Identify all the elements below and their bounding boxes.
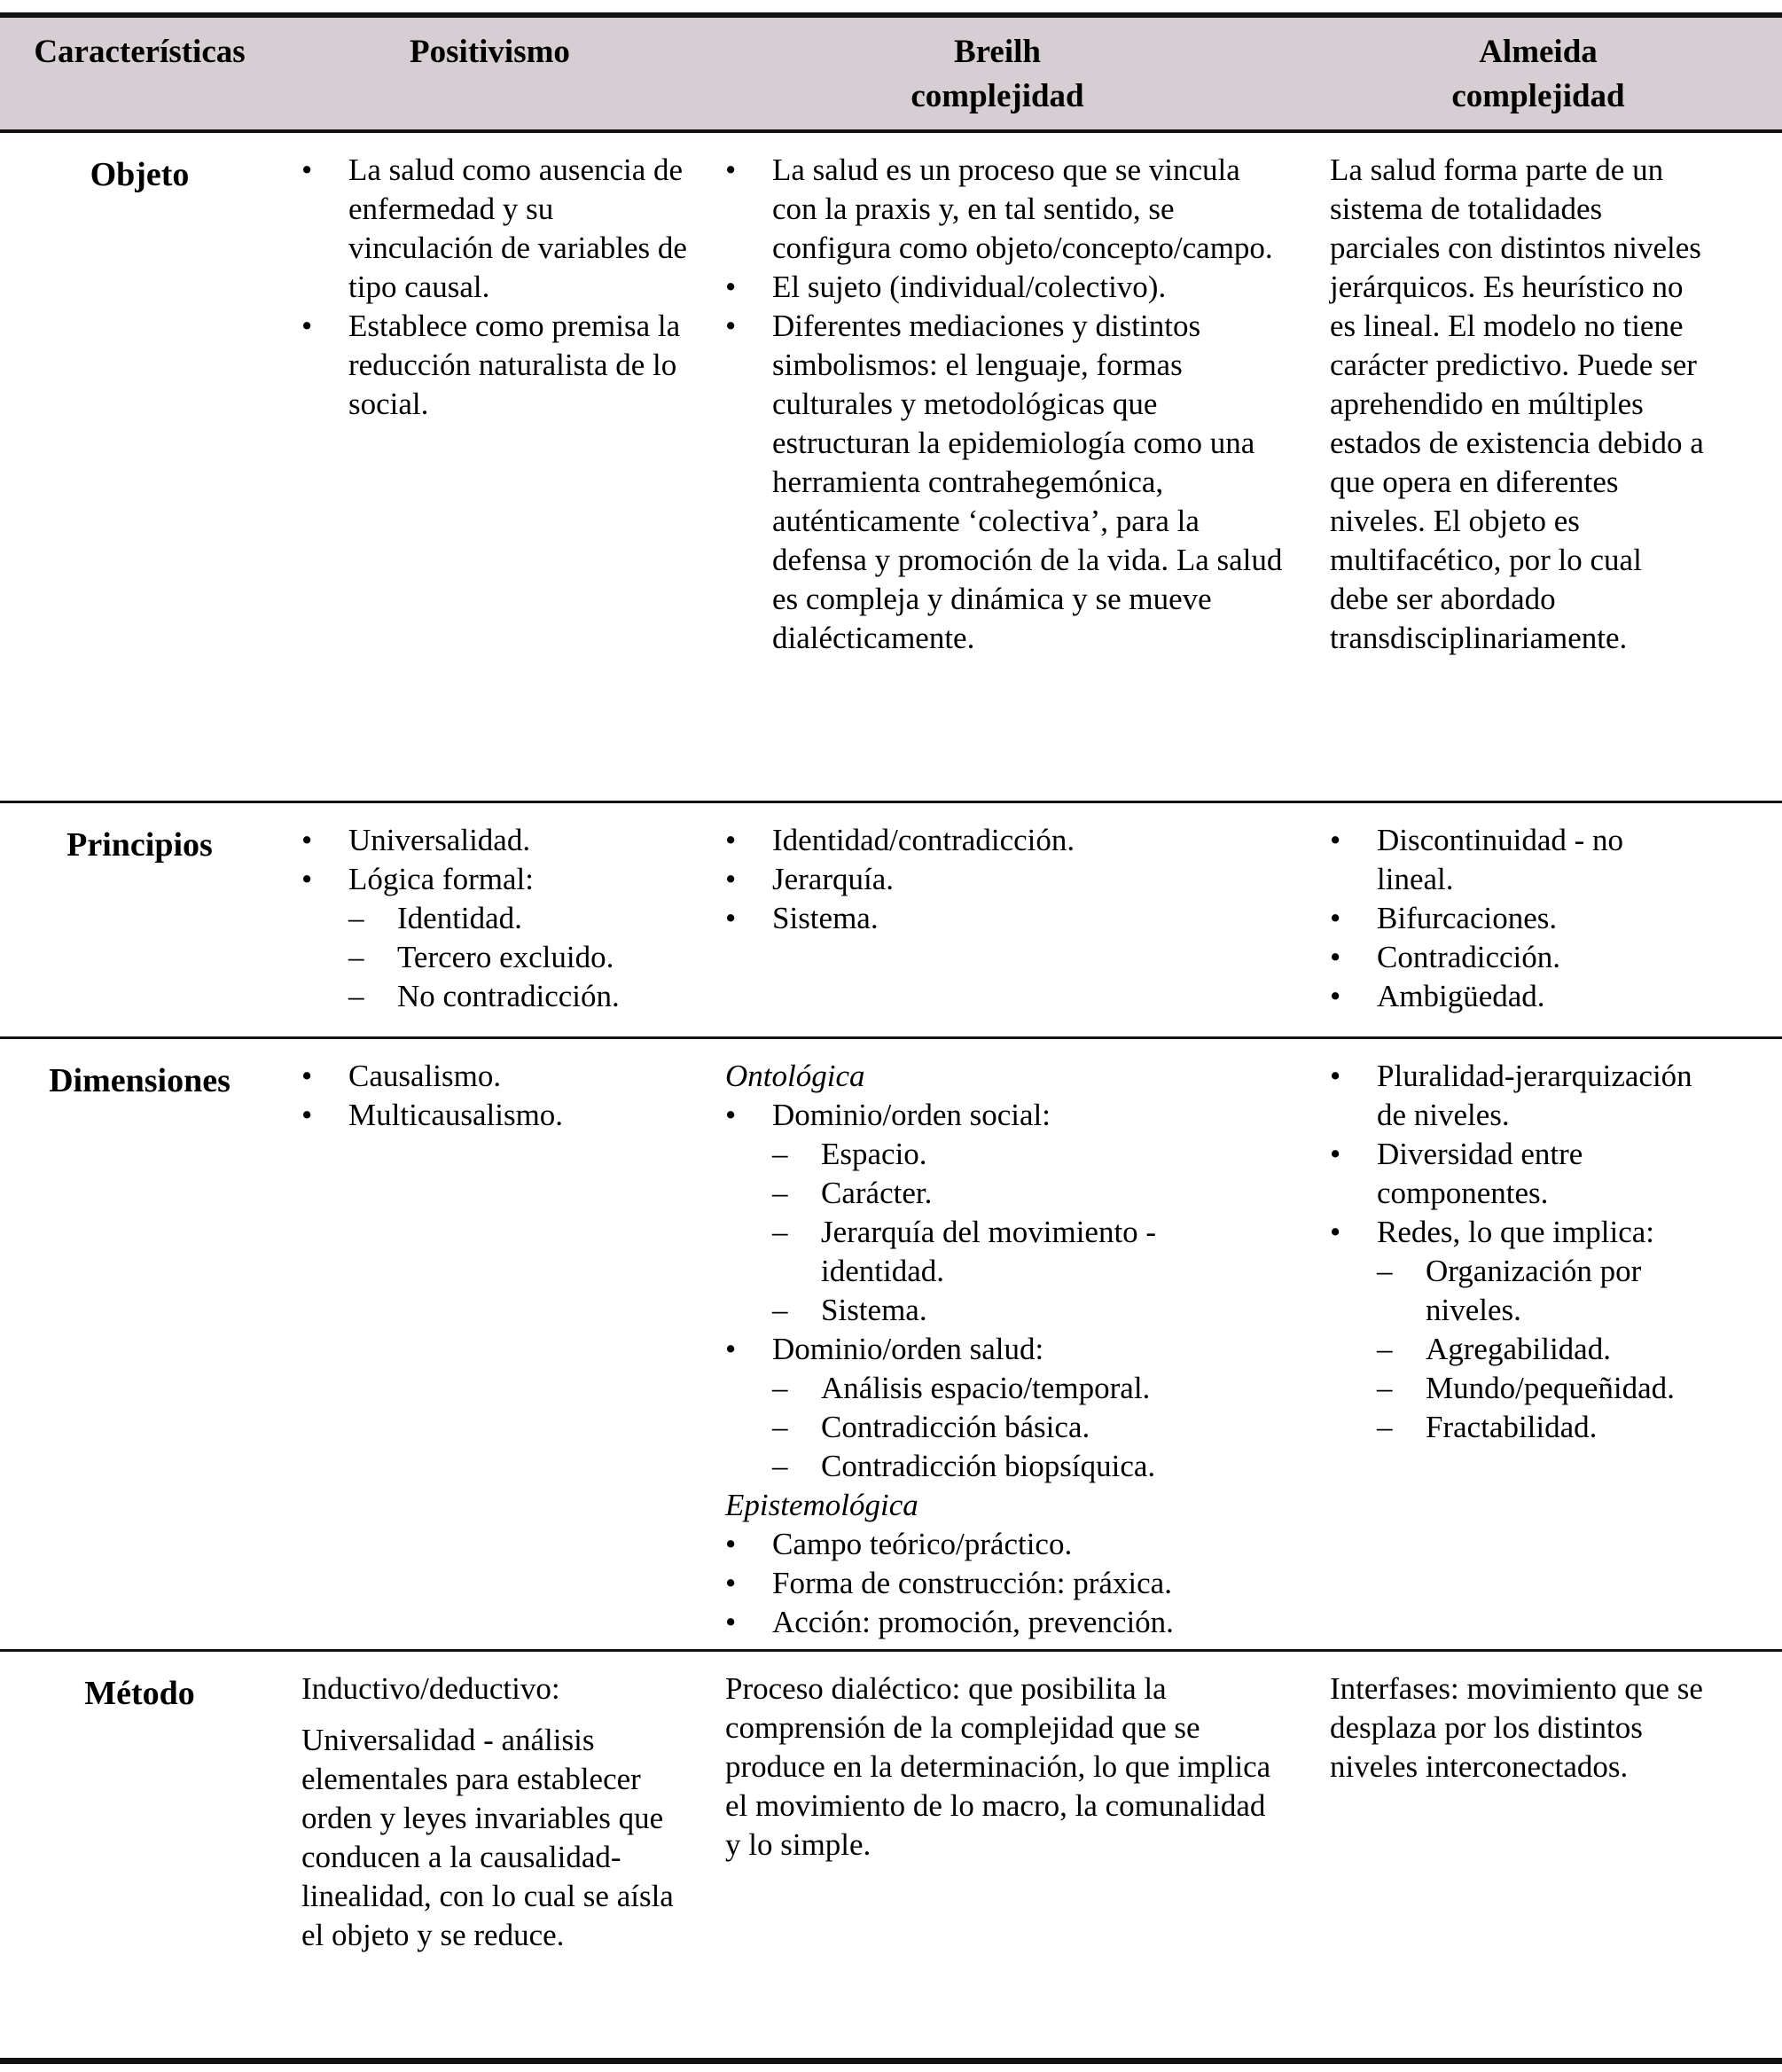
bullet-icon: • — [301, 1097, 313, 1132]
item-text: Ambigüedad. — [1377, 978, 1545, 1013]
bullet-icon: • — [1330, 1058, 1341, 1093]
item-text: Espacio. — [821, 1136, 927, 1171]
bullet-icon: • — [725, 270, 737, 304]
item-text: Agregabilidad. — [1426, 1331, 1611, 1366]
item-text: Campo teórico/práctico. — [772, 1526, 1073, 1561]
bullet-item — [725, 1525, 1286, 1564]
header-label: Positivismo — [410, 34, 570, 70]
dash-item — [772, 1135, 1286, 1174]
dash-item — [772, 1447, 1286, 1486]
bullet-item — [725, 151, 1286, 268]
row-label-objeto: Objeto — [90, 156, 190, 193]
dash-icon: – — [1377, 1370, 1393, 1405]
header-label-line1: Breilh — [954, 34, 1041, 70]
cell-metodo-positivismo — [279, 1650, 700, 2060]
bullet-icon: • — [1330, 1136, 1341, 1171]
item-text: Multicausalismo. — [348, 1097, 564, 1132]
dash-item — [772, 1291, 1286, 1330]
comparison-table — [0, 12, 1782, 2064]
header-row — [0, 15, 1782, 131]
bullet-item — [725, 1603, 1286, 1642]
item-text: Fractabilidad. — [1426, 1409, 1598, 1444]
header-label-line1: Almeida — [1479, 34, 1598, 70]
dash-icon: – — [772, 1370, 788, 1405]
row-label-metodo: Método — [84, 1674, 195, 1712]
bullet-icon: • — [1330, 978, 1341, 1013]
item-text: Sistema. — [772, 900, 879, 935]
item-text: Sistema. — [821, 1292, 927, 1327]
item-text: Universalidad. — [348, 822, 531, 857]
dash-icon: – — [772, 1409, 788, 1444]
cell-metodo-almeida — [1294, 1650, 1782, 2060]
item-text: Análisis espacio/temporal. — [821, 1370, 1151, 1405]
bullet-item — [725, 1096, 1286, 1135]
header-label-line2: complejidad — [1451, 78, 1625, 114]
bullet-icon: • — [725, 1565, 737, 1600]
table-header — [0, 15, 1782, 131]
item-text: Jerarquía del movimiento - identidad. — [821, 1214, 1157, 1288]
item-text: Jerarquía. — [772, 861, 895, 896]
bullet-item — [725, 268, 1286, 307]
dash-icon: – — [772, 1448, 788, 1483]
cell-metodo-breilh — [700, 1650, 1294, 2060]
dash-icon: – — [348, 978, 364, 1013]
item-text: Identidad/contradicción. — [772, 822, 1075, 857]
item-text: Lógica formal: — [348, 861, 534, 896]
dash-item — [1377, 1330, 1706, 1369]
item-text: Diferentes mediaciones y distintos simbolismos: el lenguaje, formas culturales y metodológicas que estructuran la epidemiología como una herramienta contrahegemónica, auténticamente ‘colectiva’, para la defensa y promoción de la vida. La salud es compleja y dinámica y se mueve dialécticamente. — [772, 309, 1283, 655]
dash-item — [348, 899, 690, 938]
dash-icon: – — [348, 939, 364, 974]
bullet-item — [301, 1057, 690, 1096]
paragraph: Inductivo/deductivo: — [301, 1670, 560, 1706]
item-text: Diversidad entre componentes. — [1377, 1136, 1583, 1210]
bullet-item — [725, 1330, 1286, 1369]
header-breilh-complejidad — [700, 15, 1294, 131]
bullet-icon: • — [301, 152, 313, 187]
bullet-item — [1330, 1135, 1706, 1213]
bullet-item — [1330, 899, 1706, 938]
dash-item — [772, 1369, 1286, 1408]
paragraph: Interfases: movimiento que se desplaza por los distintos niveles interconectados. — [1330, 1670, 1703, 1784]
bullet-icon: • — [725, 822, 737, 857]
bullet-icon: • — [725, 1604, 737, 1639]
dash-item — [772, 1174, 1286, 1213]
item-text: Forma de construcción: práxica. — [772, 1565, 1172, 1600]
bullet-item — [725, 860, 1286, 899]
item-text: Mundo/pequeñidad. — [1426, 1370, 1675, 1405]
cell-objeto-almeida — [1294, 131, 1782, 801]
bullet-icon: • — [725, 861, 737, 896]
cell-dimensiones-breilh — [700, 1037, 1294, 1650]
bullet-icon: • — [1330, 822, 1341, 857]
item-text: Carácter. — [821, 1175, 933, 1210]
cell-dimensiones-positivismo — [279, 1037, 700, 1650]
item-text: La salud como ausencia de enfermedad y su vinculación de variables de tipo causal. — [348, 152, 687, 304]
dash-item — [772, 1213, 1286, 1291]
dash-icon: – — [1377, 1409, 1393, 1444]
bullet-icon: • — [301, 309, 313, 343]
dimension-heading: Ontológica — [725, 1058, 865, 1093]
item-text: Dominio/orden salud: — [772, 1331, 1044, 1366]
item-text: Bifurcaciones. — [1377, 900, 1558, 935]
cell-objeto-positivismo — [279, 131, 700, 801]
bullet-icon: • — [301, 822, 313, 857]
dash-item — [348, 977, 690, 1016]
item-text: Contradicción biopsíquica. — [821, 1448, 1156, 1483]
bullet-icon: • — [301, 1058, 313, 1093]
bullet-item — [301, 1096, 690, 1135]
bullet-item — [1330, 821, 1706, 899]
bullet-item — [725, 821, 1286, 860]
bullet-icon: • — [725, 1097, 737, 1132]
table-row-dimensiones — [0, 1037, 1782, 1650]
table-row-objeto — [0, 131, 1782, 801]
bullet-item — [301, 821, 690, 860]
bullet-item — [725, 1564, 1286, 1603]
dash-item — [1377, 1408, 1706, 1447]
row-label-principios: Principios — [66, 825, 213, 864]
bullet-item — [1330, 977, 1706, 1016]
cell-objeto-breilh — [700, 131, 1294, 801]
bullet-icon: • — [725, 900, 737, 935]
item-text: Contradicción básica. — [821, 1409, 1090, 1444]
table-body — [0, 131, 1782, 2060]
dash-icon: – — [1377, 1331, 1393, 1366]
item-text: Identidad. — [397, 900, 522, 935]
bullet-item — [725, 899, 1286, 938]
item-text: La salud es un proceso que se vincula con la praxis y, en tal sentido, se configura como objeto/concepto/campo. — [772, 152, 1273, 265]
dash-item — [1377, 1369, 1706, 1408]
item-text: Organización por niveles. — [1426, 1253, 1642, 1327]
bullet-item — [1330, 938, 1706, 977]
header-almeida-complejidad — [1294, 15, 1782, 131]
dash-item — [348, 938, 690, 977]
item-text: Acción: promoción, prevención. — [772, 1604, 1174, 1639]
dash-item — [1377, 1252, 1706, 1330]
bullet-icon: • — [301, 861, 313, 896]
bullet-item — [725, 307, 1286, 658]
item-text: Tercero excluido. — [397, 939, 614, 974]
dash-icon: – — [1377, 1253, 1393, 1288]
bullet-item — [301, 860, 690, 899]
item-text: Redes, lo que implica: — [1377, 1214, 1654, 1249]
bullet-icon: • — [1330, 939, 1341, 974]
dash-icon: – — [772, 1214, 788, 1249]
header-positivismo — [279, 15, 700, 131]
cell-principios-positivismo — [279, 801, 700, 1037]
header-label: Características — [34, 34, 246, 70]
item-text: Pluralidad-jerarquización de niveles. — [1377, 1058, 1692, 1132]
header-caracteristicas — [0, 15, 279, 131]
cell-principios-almeida — [1294, 801, 1782, 1037]
item-text: Causalismo. — [348, 1058, 502, 1093]
item-text: Dominio/orden social: — [772, 1097, 1051, 1132]
item-text: Discontinuidad - no lineal. — [1377, 822, 1624, 896]
bullet-icon: • — [725, 152, 737, 187]
table-row-principios — [0, 801, 1782, 1037]
bullet-icon: • — [1330, 900, 1341, 935]
paragraph: Proceso dialéctico: que posibilita la comprensión de la complejidad que se produce en la determinación, lo que implica el movimiento de lo macro, la comunalidad y lo simple. — [725, 1670, 1271, 1862]
dash-icon: – — [772, 1292, 788, 1327]
bullet-icon: • — [725, 1331, 737, 1366]
paragraph: Universalidad - análisis elementales para establecer orden y leyes invariables que conducen a la causalidad-linealidad, con lo cual se aísla el objeto y se reduce. — [301, 1722, 674, 1952]
dash-icon: – — [772, 1136, 788, 1171]
dash-icon: – — [348, 900, 364, 935]
dash-icon: – — [772, 1175, 788, 1210]
paragraph: La salud forma parte de un sistema de totalidades parciales con distintos niveles jerárquicos. Es heurístico no es lineal. El modelo no tiene carácter predictivo. Puede ser aprehendido en múltiples estados de existencia debido a que opera en diferentes niveles. El objeto es multifacético, por lo cual debe ser abordado transdisciplinariamente. — [1330, 152, 1704, 655]
bullet-item — [1330, 1213, 1706, 1252]
bullet-icon: • — [725, 1526, 737, 1561]
bullet-item — [301, 307, 690, 424]
row-label-dimensiones: Dimensiones — [49, 1061, 231, 1099]
bullet-icon: • — [725, 309, 737, 343]
bullet-item — [1330, 1057, 1706, 1135]
item-text: El sujeto (individual/colectivo). — [772, 270, 1167, 304]
cell-principios-breilh — [700, 801, 1294, 1037]
item-text: Contradicción. — [1377, 939, 1561, 974]
dash-item — [772, 1408, 1286, 1447]
bullet-item — [301, 151, 690, 307]
table-row-metodo — [0, 1650, 1782, 2060]
header-label-line2: complejidad — [911, 78, 1084, 114]
cell-dimensiones-almeida — [1294, 1037, 1782, 1650]
item-text: No contradicción. — [397, 978, 620, 1013]
bullet-icon: • — [1330, 1214, 1341, 1249]
dimension-heading: Epistemológica — [725, 1487, 918, 1522]
item-text: Establece como premisa la reducción naturalista de lo social. — [348, 309, 681, 421]
